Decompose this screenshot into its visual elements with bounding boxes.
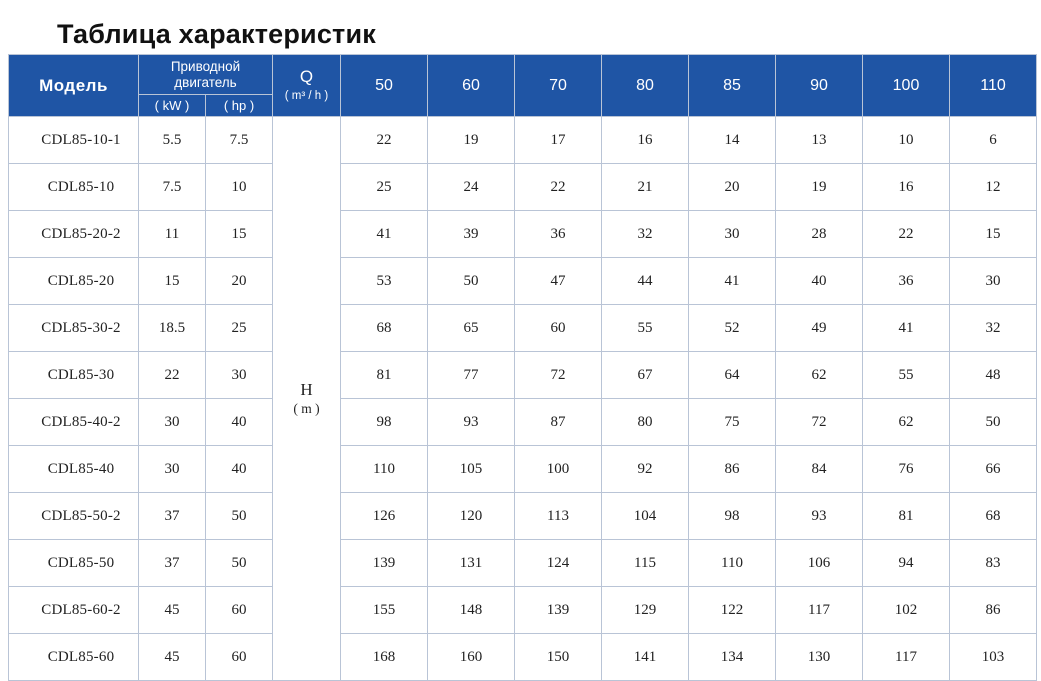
cell-h-110: 32	[950, 305, 1037, 352]
table-row	[9, 540, 1037, 587]
cell-h-50: 139	[341, 540, 428, 587]
cell-h-50: 53	[341, 258, 428, 305]
cell-h-60: 24	[428, 164, 515, 211]
cell-h-90: 93	[776, 493, 863, 540]
cell-h-60: 131	[428, 540, 515, 587]
cell-h-85: 122	[689, 587, 776, 634]
cell-h-80: 92	[602, 446, 689, 493]
cell-model: CDL85-10	[9, 164, 139, 211]
cell-h-100: 94	[863, 540, 950, 587]
cell-h-90: 19	[776, 164, 863, 211]
table-row	[9, 258, 1037, 305]
cell-hp: 7.5	[206, 117, 273, 164]
cell-h-90: 84	[776, 446, 863, 493]
cell-h-110: 68	[950, 493, 1037, 540]
cell-h-50: 126	[341, 493, 428, 540]
cell-h-85: 52	[689, 305, 776, 352]
cell-h-100: 16	[863, 164, 950, 211]
cell-h-110: 86	[950, 587, 1037, 634]
cell-h-100: 81	[863, 493, 950, 540]
header-motor-kw: ( kW )	[139, 95, 206, 117]
cell-h-90: 13	[776, 117, 863, 164]
cell-kw: 30	[139, 446, 206, 493]
cell-h-85: 86	[689, 446, 776, 493]
cell-h-70: 150	[515, 634, 602, 681]
table-row	[9, 399, 1037, 446]
cell-h-60: 65	[428, 305, 515, 352]
cell-h-90: 62	[776, 352, 863, 399]
cell-h-100: 76	[863, 446, 950, 493]
cell-h-110: 30	[950, 258, 1037, 305]
table-row	[9, 587, 1037, 634]
cell-kw: 18.5	[139, 305, 206, 352]
header-flow-100: 100	[863, 55, 950, 117]
table-row	[9, 117, 1037, 164]
cell-h-70: 47	[515, 258, 602, 305]
cell-kw: 15	[139, 258, 206, 305]
cell-h-85: 75	[689, 399, 776, 446]
cell-h-80: 67	[602, 352, 689, 399]
table-row	[9, 164, 1037, 211]
cell-model: CDL85-20	[9, 258, 139, 305]
cell-h-100: 10	[863, 117, 950, 164]
header-flow-unit: ( m³ / h )	[284, 89, 329, 102]
cell-h-50: 110	[341, 446, 428, 493]
cell-kw: 37	[139, 540, 206, 587]
cell-h-100: 102	[863, 587, 950, 634]
cell-h-85: 64	[689, 352, 776, 399]
cell-hp: 50	[206, 493, 273, 540]
cell-h-60: 148	[428, 587, 515, 634]
cell-h-85: 110	[689, 540, 776, 587]
cell-h-110: 50	[950, 399, 1037, 446]
header-motor: Приводной двигатель	[139, 55, 273, 95]
cell-kw: 5.5	[139, 117, 206, 164]
cell-head-label	[273, 117, 341, 681]
cell-h-110: 15	[950, 211, 1037, 258]
cell-h-60: 50	[428, 258, 515, 305]
cell-h-80: 32	[602, 211, 689, 258]
header-row-1	[9, 55, 1037, 95]
cell-h-60: 93	[428, 399, 515, 446]
cell-h-80: 55	[602, 305, 689, 352]
table-row	[9, 493, 1037, 540]
header-motor-hp: ( hp )	[206, 95, 273, 117]
cell-h-50: 22	[341, 117, 428, 164]
cell-model: CDL85-60	[9, 634, 139, 681]
cell-h-100: 62	[863, 399, 950, 446]
cell-hp: 60	[206, 634, 273, 681]
cell-kw: 7.5	[139, 164, 206, 211]
cell-h-80: 21	[602, 164, 689, 211]
header-flow-85: 85	[689, 55, 776, 117]
cell-model: CDL85-40	[9, 446, 139, 493]
table-row	[9, 211, 1037, 258]
cell-h-70: 60	[515, 305, 602, 352]
cell-hp: 60	[206, 587, 273, 634]
cell-hp: 10	[206, 164, 273, 211]
header-flow-q	[273, 55, 341, 117]
cell-h-70: 36	[515, 211, 602, 258]
cell-h-50: 98	[341, 399, 428, 446]
cell-h-50: 25	[341, 164, 428, 211]
cell-h-50: 168	[341, 634, 428, 681]
header-model: Модель	[9, 55, 139, 117]
head-symbol: H	[300, 379, 313, 399]
cell-h-90: 72	[776, 399, 863, 446]
header-flow-50: 50	[341, 55, 428, 117]
cell-h-80: 80	[602, 399, 689, 446]
cell-h-85: 134	[689, 634, 776, 681]
cell-h-100: 117	[863, 634, 950, 681]
cell-h-90: 117	[776, 587, 863, 634]
cell-kw: 37	[139, 493, 206, 540]
cell-h-90: 40	[776, 258, 863, 305]
cell-h-110: 83	[950, 540, 1037, 587]
cell-h-70: 124	[515, 540, 602, 587]
cell-h-80: 129	[602, 587, 689, 634]
table-row	[9, 634, 1037, 681]
cell-kw: 30	[139, 399, 206, 446]
cell-h-70: 100	[515, 446, 602, 493]
cell-h-85: 14	[689, 117, 776, 164]
cell-h-70: 139	[515, 587, 602, 634]
cell-h-110: 48	[950, 352, 1037, 399]
cell-h-70: 72	[515, 352, 602, 399]
cell-hp: 40	[206, 399, 273, 446]
cell-h-90: 49	[776, 305, 863, 352]
cell-h-85: 30	[689, 211, 776, 258]
cell-h-60: 160	[428, 634, 515, 681]
cell-model: CDL85-50	[9, 540, 139, 587]
cell-model: CDL85-50-2	[9, 493, 139, 540]
cell-h-50: 41	[341, 211, 428, 258]
cell-h-90: 28	[776, 211, 863, 258]
cell-hp: 20	[206, 258, 273, 305]
cell-h-50: 81	[341, 352, 428, 399]
cell-h-85: 98	[689, 493, 776, 540]
head-unit: ( m )	[293, 401, 320, 417]
cell-h-110: 103	[950, 634, 1037, 681]
header-flow-symbol: Q	[299, 67, 314, 87]
table-body	[9, 117, 1037, 681]
cell-h-100: 55	[863, 352, 950, 399]
table-row	[9, 446, 1037, 493]
cell-hp: 15	[206, 211, 273, 258]
table-header	[9, 55, 1037, 117]
cell-model: CDL85-30-2	[9, 305, 139, 352]
pump-specification-table	[8, 54, 1037, 681]
cell-h-110: 12	[950, 164, 1037, 211]
cell-model: CDL85-10-1	[9, 117, 139, 164]
header-flow-70: 70	[515, 55, 602, 117]
cell-h-60: 39	[428, 211, 515, 258]
cell-model: CDL85-30	[9, 352, 139, 399]
cell-kw: 45	[139, 634, 206, 681]
cell-h-80: 16	[602, 117, 689, 164]
cell-h-70: 22	[515, 164, 602, 211]
cell-h-100: 36	[863, 258, 950, 305]
cell-h-50: 155	[341, 587, 428, 634]
cell-h-85: 20	[689, 164, 776, 211]
cell-h-80: 44	[602, 258, 689, 305]
cell-h-100: 22	[863, 211, 950, 258]
table-row	[9, 352, 1037, 399]
cell-h-85: 41	[689, 258, 776, 305]
cell-h-70: 87	[515, 399, 602, 446]
cell-hp: 50	[206, 540, 273, 587]
cell-h-60: 19	[428, 117, 515, 164]
cell-h-70: 17	[515, 117, 602, 164]
cell-h-70: 113	[515, 493, 602, 540]
cell-h-90: 130	[776, 634, 863, 681]
cell-h-80: 141	[602, 634, 689, 681]
cell-model: CDL85-20-2	[9, 211, 139, 258]
cell-model: CDL85-40-2	[9, 399, 139, 446]
cell-h-110: 66	[950, 446, 1037, 493]
cell-hp: 30	[206, 352, 273, 399]
cell-h-60: 120	[428, 493, 515, 540]
header-flow-60: 60	[428, 55, 515, 117]
header-flow-110: 110	[950, 55, 1037, 117]
header-flow-90: 90	[776, 55, 863, 117]
header-flow-80: 80	[602, 55, 689, 117]
cell-h-110: 6	[950, 117, 1037, 164]
cell-h-100: 41	[863, 305, 950, 352]
cell-kw: 22	[139, 352, 206, 399]
cell-model: CDL85-60-2	[9, 587, 139, 634]
cell-h-50: 68	[341, 305, 428, 352]
cell-h-60: 105	[428, 446, 515, 493]
table-row	[9, 305, 1037, 352]
cell-h-80: 115	[602, 540, 689, 587]
spec-table-container	[8, 54, 1033, 681]
page-title: Таблица характеристик	[57, 19, 376, 49]
cell-hp: 40	[206, 446, 273, 493]
cell-kw: 11	[139, 211, 206, 258]
cell-kw: 45	[139, 587, 206, 634]
cell-h-80: 104	[602, 493, 689, 540]
cell-h-60: 77	[428, 352, 515, 399]
cell-hp: 25	[206, 305, 273, 352]
cell-h-90: 106	[776, 540, 863, 587]
